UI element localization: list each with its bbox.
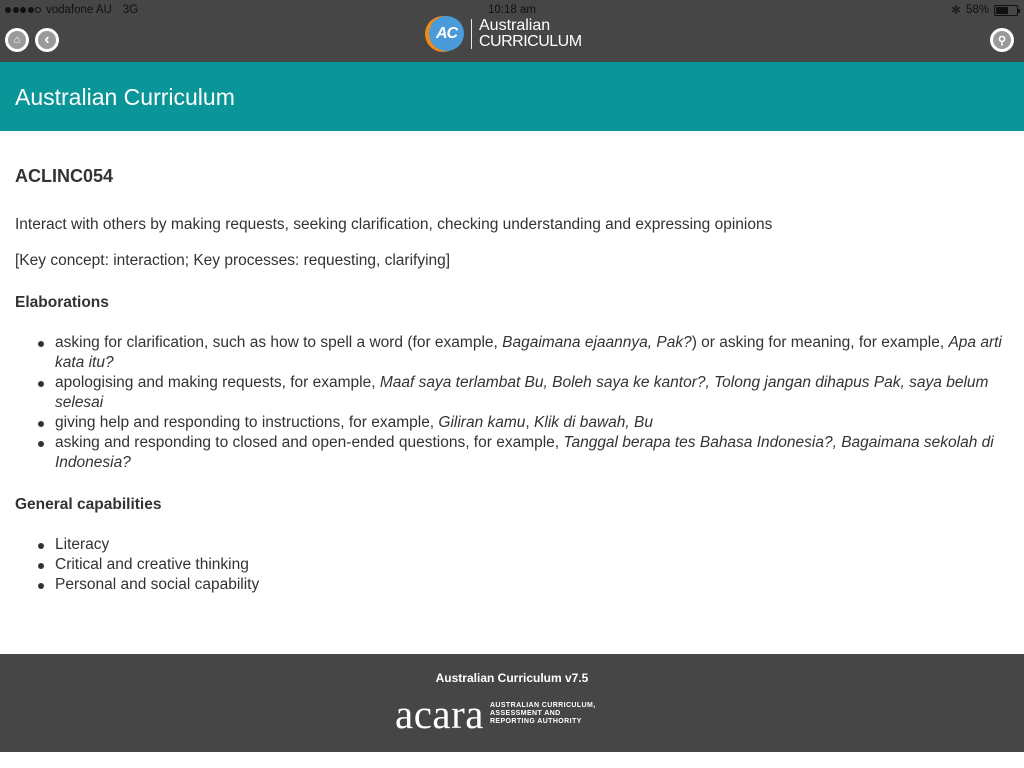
acara-tag-line3: REPORTING AUTHORITY [489,718,582,725]
brand-text [479,18,582,50]
elaboration-item: giving help and responding to instructions, for example, Giliran kamu, Klik di bawah, Bu [55,413,1015,433]
title-band [0,62,1024,131]
status-time: 10:18 am [488,4,536,16]
elaboration-item: asking and responding to closed and open-ended questions, for example, Tanggal berapa tes Bahasa Indonesia?, Bagaimana sekolah di Indonesia? [55,433,1015,473]
brand-divider [471,19,472,49]
elaboration-item: apologising and making requests, for example, Maaf saya terlambat Bu, Boleh saya ke kantor?, Tolong jangan dihapus Pak, saya belum selesai [55,373,1015,413]
capability-item: Personal and social capability [55,575,1015,595]
capabilities-list [15,535,1015,595]
battery-percent: 58% [965,4,989,16]
elaborations-list [15,333,1015,473]
content-description: Interact with others by making requests, seeking clarification, checking understanding and expressing opinions [15,216,773,233]
ac-logo-icon: AC [425,15,465,53]
carrier-name: vodafone AU [46,4,112,16]
footer [0,654,1024,752]
acara-logo[interactable] [395,691,596,737]
home-button[interactable] [5,28,29,52]
search-icon: ⚲ [993,31,1011,49]
acara-wordmark: acara [395,691,484,737]
acara-tag-line2: ASSESSMENT AND [489,710,561,717]
key-concepts: [Key concept: interaction; Key processes: requesting, clarifying] [15,252,451,269]
capabilities-heading: General capabilities [15,496,162,513]
capability-item: Critical and creative thinking [55,555,1015,575]
home-icon: ⌂ [8,31,26,49]
content-code: ACLINC054 [15,166,114,186]
status-right [951,3,1018,17]
capability-item: Literacy [55,535,1015,555]
acara-tagline [490,702,596,726]
brand-line1: Australian [479,17,551,34]
content-area [15,166,1015,617]
back-button[interactable] [35,28,59,52]
search-button[interactable] [990,28,1014,52]
bluetooth-icon: ✱ [950,3,961,17]
top-bar [0,0,1024,62]
brand-line2: CURRICULUM [479,33,582,50]
elaboration-item: asking for clarification, such as how to spell a word (for example, Bagaimana ejaannya, Pak?) or asking for meaning, for example, Apa arti kata itu? [55,333,1015,373]
acara-tag-line1: AUSTRALIAN CURRICULUM, [489,702,596,709]
page-title: Australian Curriculum [15,84,235,110]
back-chevron-icon: ‹ [38,31,56,49]
elaborations-heading: Elaborations [15,294,109,311]
footer-version: Australian Curriculum v7.5 [435,671,589,685]
network-type: 3G [122,4,139,16]
battery-icon [994,5,1018,16]
brand-logo[interactable] [425,14,582,54]
